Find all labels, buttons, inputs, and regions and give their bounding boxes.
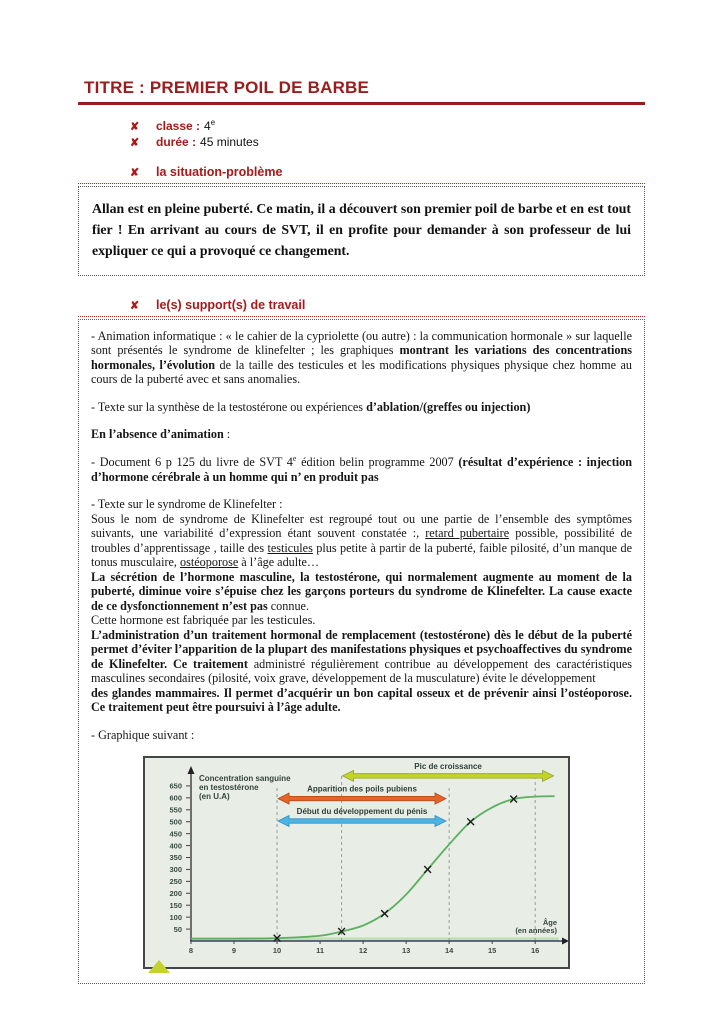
svg-text:550: 550 [169,805,182,815]
meta-row-classe [130,119,645,135]
svg-text:150: 150 [169,901,182,911]
svg-text:8: 8 [188,946,194,956]
svg-text:500: 500 [169,817,182,827]
svg-text:9: 9 [231,946,237,956]
svg-text:600: 600 [169,793,182,803]
svg-text:Début du développement du péni: Début du développement du pénis [296,807,428,817]
page-title: TITRE : PREMIER POIL DE BARBE [78,78,645,105]
chart-curve [191,796,555,938]
svg-text:en testostérone: en testostérone [199,783,259,793]
svg-text:450: 450 [169,829,182,839]
svg-text:650: 650 [169,781,182,791]
situation-box: Allan est en pleine puberté. Ce matin, il a découvert son premier poil de barbe et en est tout fier ! En arrivant au cours de SVT, il en profite pour demander à son professeur de lui expliquer ce qui a provoqué ce changement. [78,186,645,276]
svg-text:(en U.A): (en U.A) [199,792,230,802]
classe-value: 4e [204,118,216,133]
svg-text:Concentration sanguine: Concentration sanguine [199,774,291,784]
meta-row-duree [130,135,645,151]
svg-text:50: 50 [173,925,182,935]
svg-text:400: 400 [169,841,182,851]
section-header-supports [78,298,645,317]
svg-text:11: 11 [316,946,325,956]
meta-list [130,119,645,151]
supports-text: - Animation informatique : « le cahier de la cypriolette (ou autre) : la communication hormonale » sur laquelle sont présentés le syndrome de klinefelter ; les graphiques montrant les variations des concentrations hormonales, l’évolution de la taille des testicules et les modifications physiques physique chez homme au cours de la puberté avec et sans anomalies. - Texte sur la synthèse de la testostérone ou expériences d’ablation/(greffes ou injection) En l’absence d’animation : - Document 6 p 125 du livre de SVT 4e édition belin programme 2007 (résultat d’expérience : injection d’hormone cérébrale à un homme qui n’ en produit pas - Texte sur le syndrome de Klinefelter : Sous le nom de syndrome de Klinefelter est regroupé tout ou une partie de l’ensemble des symptômes suivants, une variabilité d’expression étant souvent constatée :, retard pubertaire possible, possibilité de troubles d’apprentissage , taille des testicules plus petite à partir de la puberté, faible pilosité, d’un manque de tonus musculaire, ostéoporose à l’âge adulte… La sécrétion de l’hormone masculine, la testostérone, qui normalement augmente au moment de la puberté, diminue voire s’épuise chez les garçons porteurs du syndrome de Klinefelter. La cause exacte de ce dysfonctionnement n’est pas connue. Cette hormone est fabriquée par les testicules. L’administration d’un traitement hormonal de remplacement (testostérone) dès le début de la puberté permet d’éviter l’apparition de la plupart des manifestations physiques et psychoaffectives du syndrome de Klinefelter. Ce traitement administré régulièrement contribue au développement des caractéristiques masculines secondaires (pilosité, voix grave, développement de la musculature) évite le développement des glandes mammaires. Il permet d’acquérir un bon capital osseux et de prévenir ainsi l’ostéoporose. Ce traitement peut être poursuivi à l’âge adulte. - Graphique suivant : [91,328,633,742]
svg-text:Âge: Âge [542,918,557,928]
x-bullet-icon: ✘ [130,137,140,149]
svg-text:14: 14 [444,946,454,956]
annotation-arrow [278,816,446,827]
supports-box [78,319,645,984]
testosterone-chart-svg [145,758,568,967]
svg-text:15: 15 [487,946,497,956]
svg-text:300: 300 [169,865,182,875]
svg-text:Apparition des poils pubiens: Apparition des poils pubiens [307,784,417,794]
svg-text:Pic de croissance: Pic de croissance [414,762,482,772]
testosterone-chart [143,756,570,969]
svg-text:16: 16 [531,946,540,956]
classe-label: classe : [156,119,201,133]
svg-text:350: 350 [169,853,182,863]
document-content [78,78,645,984]
svg-text:250: 250 [169,877,182,887]
x-bullet-icon: ✘ [130,167,140,179]
situation-heading: la situation-problème [156,165,283,179]
x-axis-arrow [562,938,568,945]
corner-triangle-decoration [148,960,170,973]
duree-label: durée : [156,135,197,149]
duree-value: 45 minutes [200,135,259,149]
annotation-arrow [278,793,446,804]
svg-text:200: 200 [169,889,182,899]
x-bullet-icon: ✘ [130,299,140,312]
svg-text:(en années): (en années) [515,926,557,936]
svg-text:12: 12 [358,946,368,956]
section-header-situation [78,165,645,184]
y-axis-arrow [188,766,195,774]
svg-text:10: 10 [272,946,282,956]
svg-text:100: 100 [169,913,182,923]
supports-heading: le(s) support(s) de travail [156,297,306,312]
x-bullet-icon: ✘ [130,121,140,133]
annotation-arrow [343,771,554,782]
svg-text:13: 13 [401,946,411,956]
